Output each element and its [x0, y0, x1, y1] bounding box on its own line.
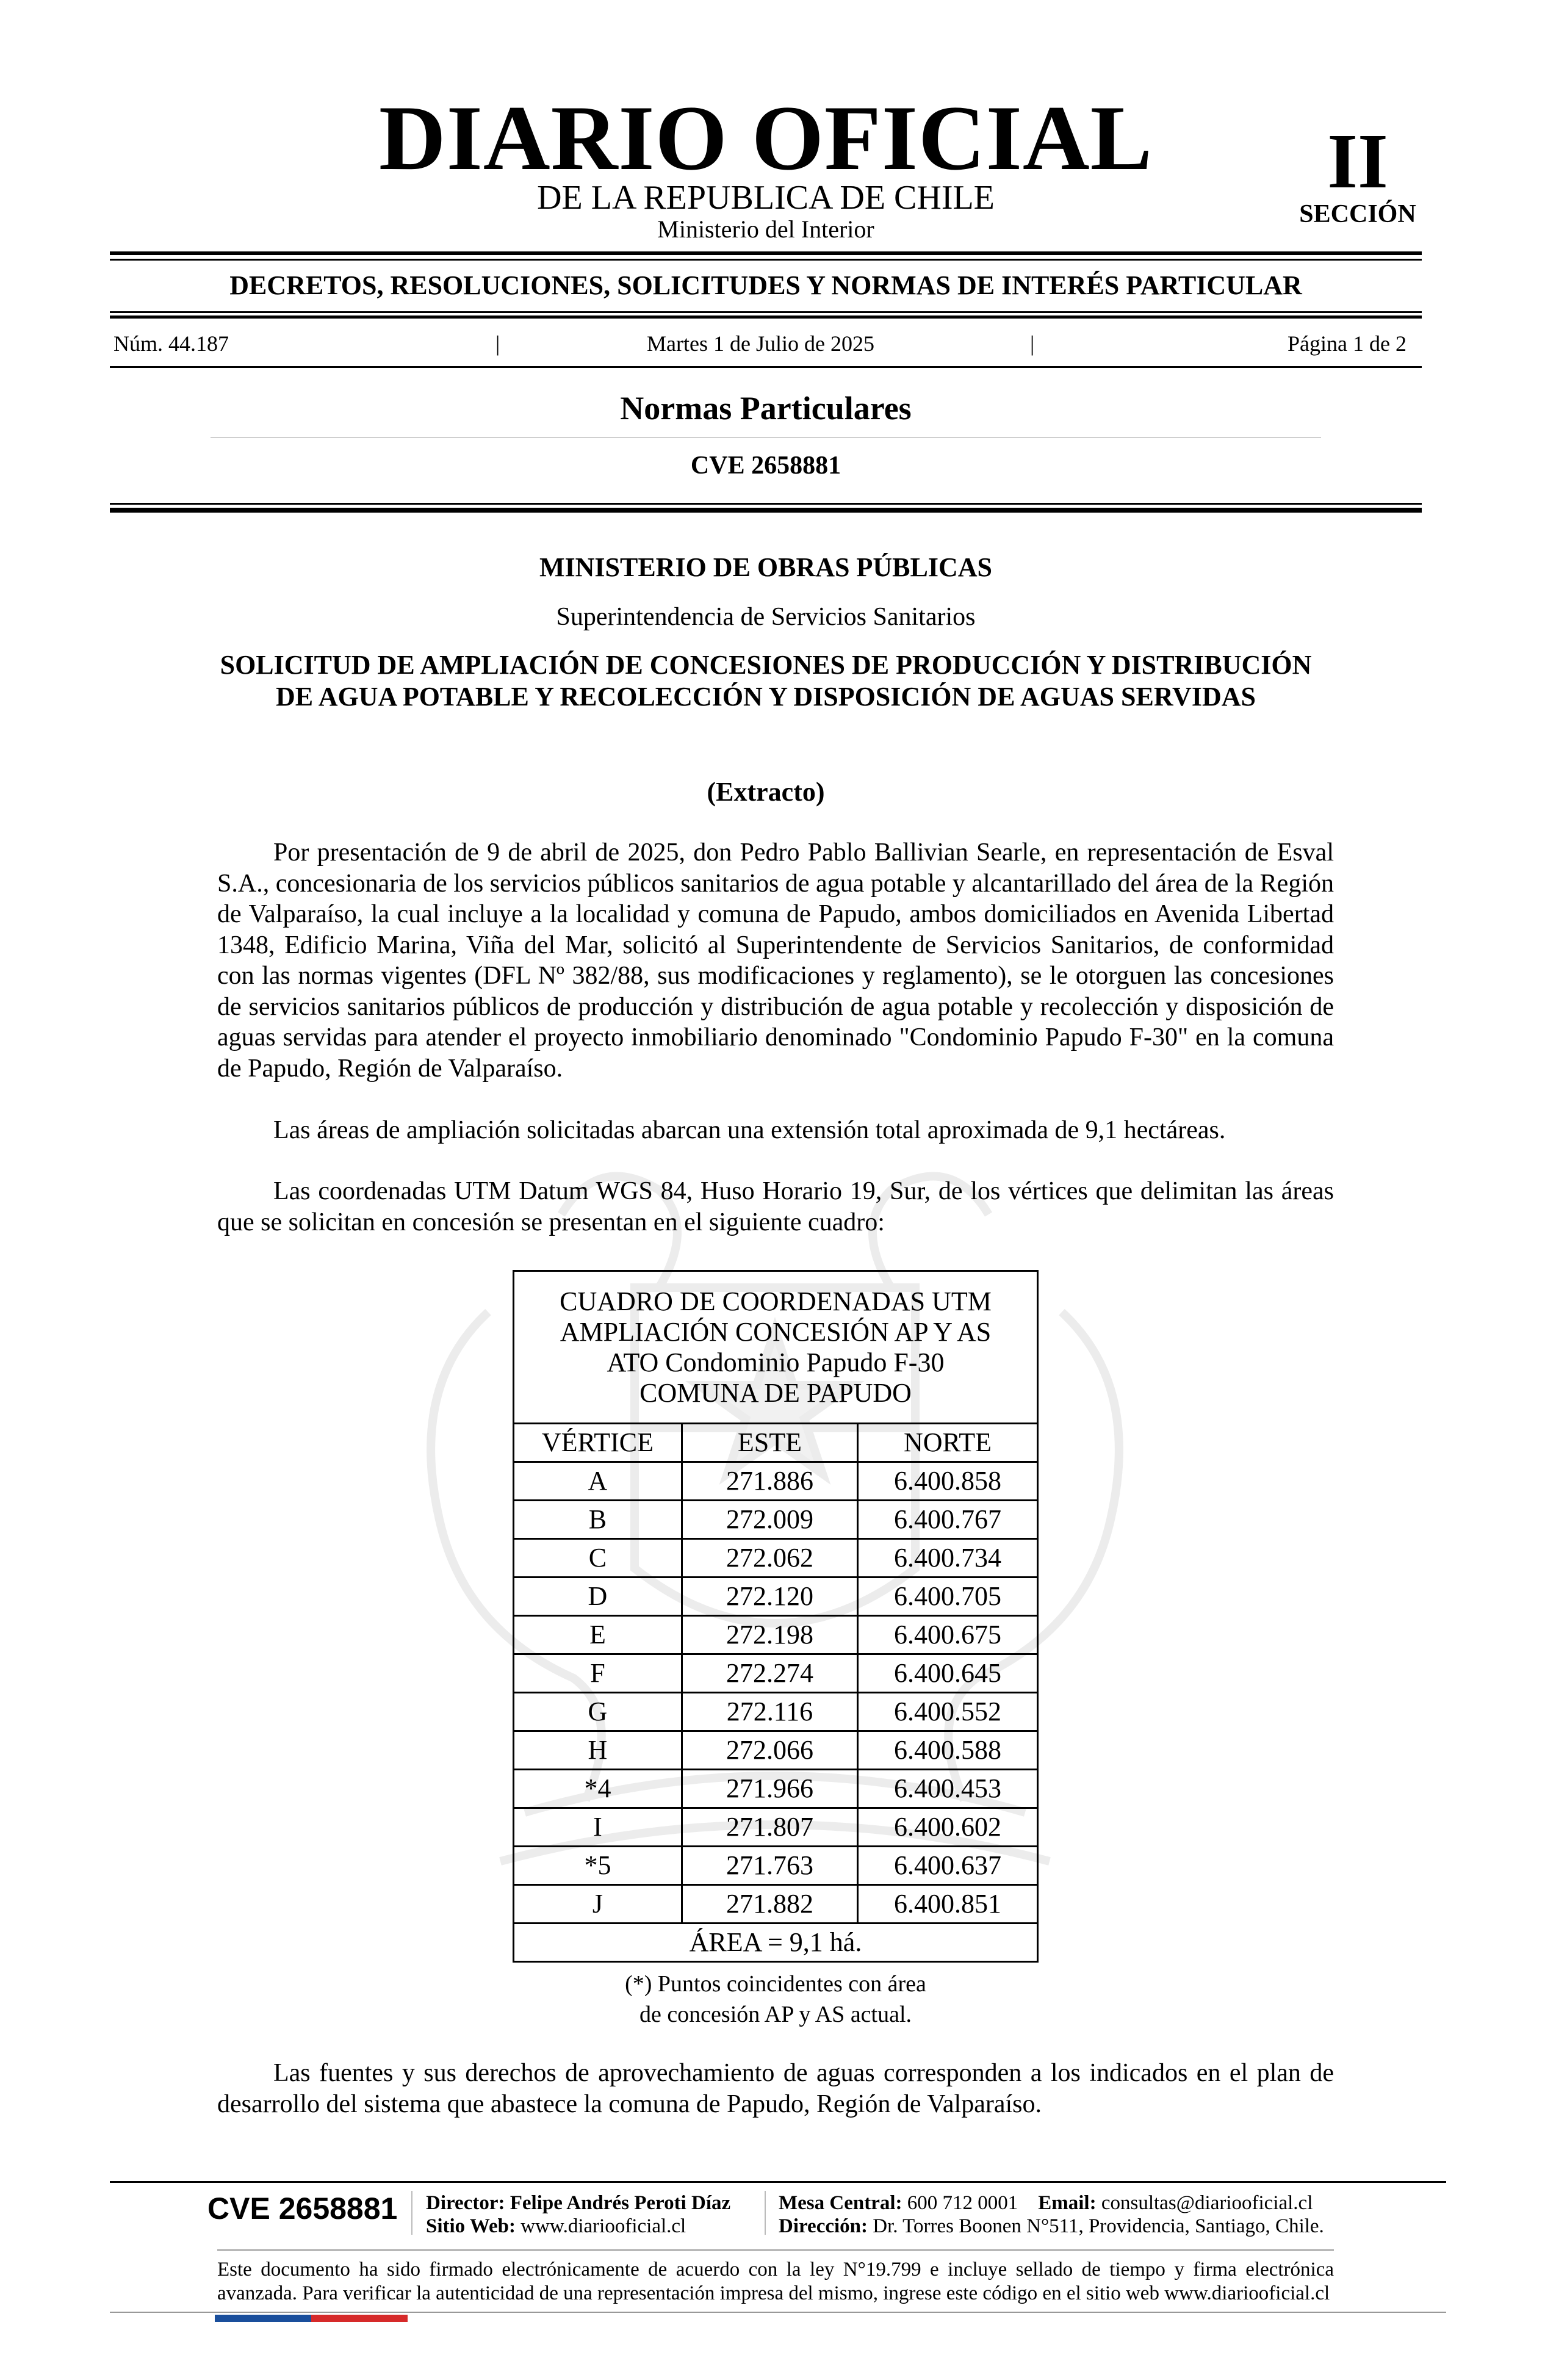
header-rule-end	[110, 503, 1422, 505]
issue-page: Página 1 de 2	[1288, 331, 1407, 356]
vertex-cell: B	[514, 1501, 682, 1539]
vertex-cell: A	[514, 1462, 682, 1501]
east-cell: 272.120	[682, 1578, 857, 1616]
footer-address	[779, 2215, 1324, 2238]
section-number: II	[1327, 118, 1388, 204]
vertex-cell: E	[514, 1616, 682, 1654]
issue-number: Núm. 44.187	[113, 331, 229, 356]
phone-label: Mesa Central:	[779, 2192, 902, 2214]
north-cell: 6.400.637	[857, 1847, 1037, 1885]
north-cell: 6.400.453	[857, 1770, 1037, 1808]
masthead-ministry: Ministerio del Interior	[657, 215, 874, 243]
vertex-cell: C	[514, 1539, 682, 1578]
east-cell: 272.198	[682, 1616, 857, 1654]
table-row	[514, 1693, 1038, 1731]
body-paragraph: Las coordenadas UTM Datum WGS 84, Huso Horario 19, Sur, de los vértices que delimitan las áreas que se solicitan en concesión se presentan en el siguiente cuadro:	[217, 1177, 1334, 1236]
table-row	[514, 1539, 1038, 1578]
section-label: SECCIÓN	[1299, 200, 1416, 228]
footer-legal-rule	[217, 2249, 1334, 2251]
flag-stripe-red	[311, 2315, 408, 2322]
director-name: Felipe Andrés Peroti Díaz	[510, 2192, 731, 2214]
north-cell: 6.400.705	[857, 1578, 1037, 1616]
cve-code: CVE 2658881	[690, 452, 841, 480]
vertex-cell: G	[514, 1693, 682, 1731]
footer-contact	[779, 2191, 1313, 2215]
issue-rule	[110, 366, 1422, 368]
body-paragraph: Las áreas de ampliación solicitadas abarcan una extensión total aproximada de 9,1 hectáreas.	[273, 1116, 1226, 1144]
table-row	[514, 1654, 1038, 1693]
heading-rule-bottom	[110, 311, 1422, 313]
table-caption-line: CUADRO DE COORDENADAS UTM	[560, 1286, 992, 1316]
north-cell: 6.400.602	[857, 1808, 1037, 1847]
issue-separator: |	[495, 331, 500, 356]
table-row	[514, 1578, 1038, 1616]
north-cell: 6.400.588	[857, 1731, 1037, 1770]
table-row	[514, 1847, 1038, 1885]
section-heading: DECRETOS, RESOLUCIONES, SOLICITUDES Y NORMAS DE INTERÉS PARTICULAR	[229, 270, 1302, 300]
column-header-east: ESTE	[682, 1424, 857, 1462]
address-value: Dr. Torres Boonen N°511, Providencia, Santiago, Chile.	[873, 2215, 1324, 2237]
north-cell: 6.400.645	[857, 1654, 1037, 1693]
body-paragraph: Las fuentes y sus derechos de aprovechamiento de aguas corresponden a los indicados en el plan de desarrollo del sistema que abastece la comuna de Papudo, Región de Valparaíso.	[217, 2059, 1334, 2118]
table-row	[514, 1770, 1038, 1808]
masthead-title: DIARIO OFICIAL	[378, 87, 1153, 189]
extract-label: (Extracto)	[707, 777, 825, 807]
footer-rule	[110, 2181, 1446, 2183]
table-row	[514, 1616, 1038, 1654]
footer-divider	[765, 2191, 766, 2235]
document-title: SOLICITUD DE AMPLIACIÓN DE CONCESIONES DE PRODUCCIÓN Y DISTRIBUCIÓN DE AGUA POTABLE Y RECOLECCIÓN Y DISPOSICIÓN DE AGUAS SERVIDAS	[220, 650, 1312, 712]
category-rule	[211, 437, 1321, 438]
east-cell: 272.274	[682, 1654, 857, 1693]
email-label: Email:	[1038, 2192, 1097, 2214]
column-header-north: NORTE	[857, 1424, 1037, 1462]
table-row	[514, 1885, 1038, 1924]
east-cell: 272.116	[682, 1693, 857, 1731]
table-caption-line: ATO Condominio Papudo F-30	[607, 1347, 945, 1377]
table-caption-line: COMUNA DE PAPUDO	[639, 1377, 912, 1408]
footer-divider	[411, 2191, 412, 2235]
category-title: Normas Particulares	[620, 390, 912, 427]
table-footnote	[513, 1969, 1039, 2030]
vertex-cell: *5	[514, 1847, 682, 1885]
table-footnote-line: (*) Puntos coincidentes con área	[625, 1971, 926, 1997]
north-cell: 6.400.552	[857, 1693, 1037, 1731]
north-cell: 6.400.675	[857, 1616, 1037, 1654]
website-link[interactable]: www.diariooficial.cl	[520, 2215, 686, 2237]
masthead-rule-top-thin	[110, 259, 1422, 261]
website-label: Sitio Web:	[426, 2215, 516, 2237]
east-cell: 271.807	[682, 1808, 857, 1847]
address-label: Dirección:	[779, 2215, 868, 2237]
table-footnote-line: de concesión AP y AS actual.	[639, 2002, 912, 2027]
north-cell: 6.400.767	[857, 1501, 1037, 1539]
north-cell: 6.400.734	[857, 1539, 1037, 1578]
area-total: ÁREA = 9,1 há.	[514, 1924, 1038, 1962]
flag-stripe-blue	[215, 2315, 311, 2322]
vertex-cell: I	[514, 1808, 682, 1847]
vertex-cell: H	[514, 1731, 682, 1770]
phone-number: 600 712 0001	[907, 2192, 1018, 2214]
body-paragraph: Por presentación de 9 de abril de 2025, don Pedro Pablo Ballivian Searle, en representación de Esval S.A., concesionaria de los servicios públicos sanitarios de agua potable y alcantarillado del área de la Región de Valparaíso, la cual incluye a la localidad y comuna de Papudo, ambos domiciliados en Avenida Libertad 1348, Edificio Marina, Viña del Mar, solicitó al Superintendente de Servicios Sanitarios, de conformidad con las normas vigentes (DFL Nº 382/88, sus modificaciones y reglamento), se le otorguen las concesiones de servicios sanitarios públicos de producción y distribución de agua potable y recolección y disposición de aguas servidas para atender el proyecto inmobiliario denominado "Condominio Papudo F-30" en la comuna de Papudo, Región de Valparaíso.	[217, 838, 1334, 1083]
footer-website	[426, 2215, 686, 2238]
north-cell: 6.400.851	[857, 1885, 1037, 1924]
issue-separator: |	[1030, 331, 1035, 356]
vertex-cell: F	[514, 1654, 682, 1693]
footer-director	[426, 2191, 730, 2215]
footer-cve-code: CVE 2658881	[207, 2191, 398, 2226]
table-row	[514, 1501, 1038, 1539]
table-caption	[514, 1271, 1038, 1424]
table-row	[514, 1731, 1038, 1770]
column-header-vertex: VÉRTICE	[514, 1424, 682, 1462]
north-cell: 6.400.858	[857, 1462, 1037, 1501]
east-cell: 271.763	[682, 1847, 857, 1885]
footer-legal-notice: Este documento ha sido firmado electrónicamente de acuerdo con la ley N°19.799 e incluye sellado de tiempo y firma electrónica avanzada. Para verificar la autenticidad de una representación impresa del mismo, ingrese este código en el sitio web www.diariooficial.cl	[217, 2259, 1334, 2304]
coordinates-table	[513, 1270, 1039, 1963]
issue-date: Martes 1 de Julio de 2025	[647, 331, 874, 356]
table-caption-line: AMPLIACIÓN CONCESIÓN AP Y AS	[560, 1316, 992, 1347]
east-cell: 272.009	[682, 1501, 857, 1539]
table-row	[514, 1808, 1038, 1847]
heading-rule-bottom-thick	[110, 316, 1422, 319]
masthead-subtitle: DE LA REPUBLICA DE CHILE	[537, 179, 995, 217]
document-ministry: MINISTERIO DE OBRAS PÚBLICAS	[539, 552, 993, 582]
table-row	[514, 1462, 1038, 1501]
east-cell: 272.066	[682, 1731, 857, 1770]
vertex-cell: J	[514, 1885, 682, 1924]
masthead-rule-top	[110, 251, 1422, 255]
director-label: Director:	[426, 2192, 505, 2214]
vertex-cell: *4	[514, 1770, 682, 1808]
document-agency: Superintendencia de Servicios Sanitarios	[556, 603, 976, 631]
footer-bottom-rule	[110, 2312, 1446, 2313]
header-rule-end-thick	[110, 508, 1422, 513]
email-link[interactable]: consultas@diariooficial.cl	[1101, 2192, 1313, 2214]
vertex-cell: D	[514, 1578, 682, 1616]
east-cell: 272.062	[682, 1539, 857, 1578]
east-cell: 271.882	[682, 1885, 857, 1924]
east-cell: 271.886	[682, 1462, 857, 1501]
east-cell: 271.966	[682, 1770, 857, 1808]
